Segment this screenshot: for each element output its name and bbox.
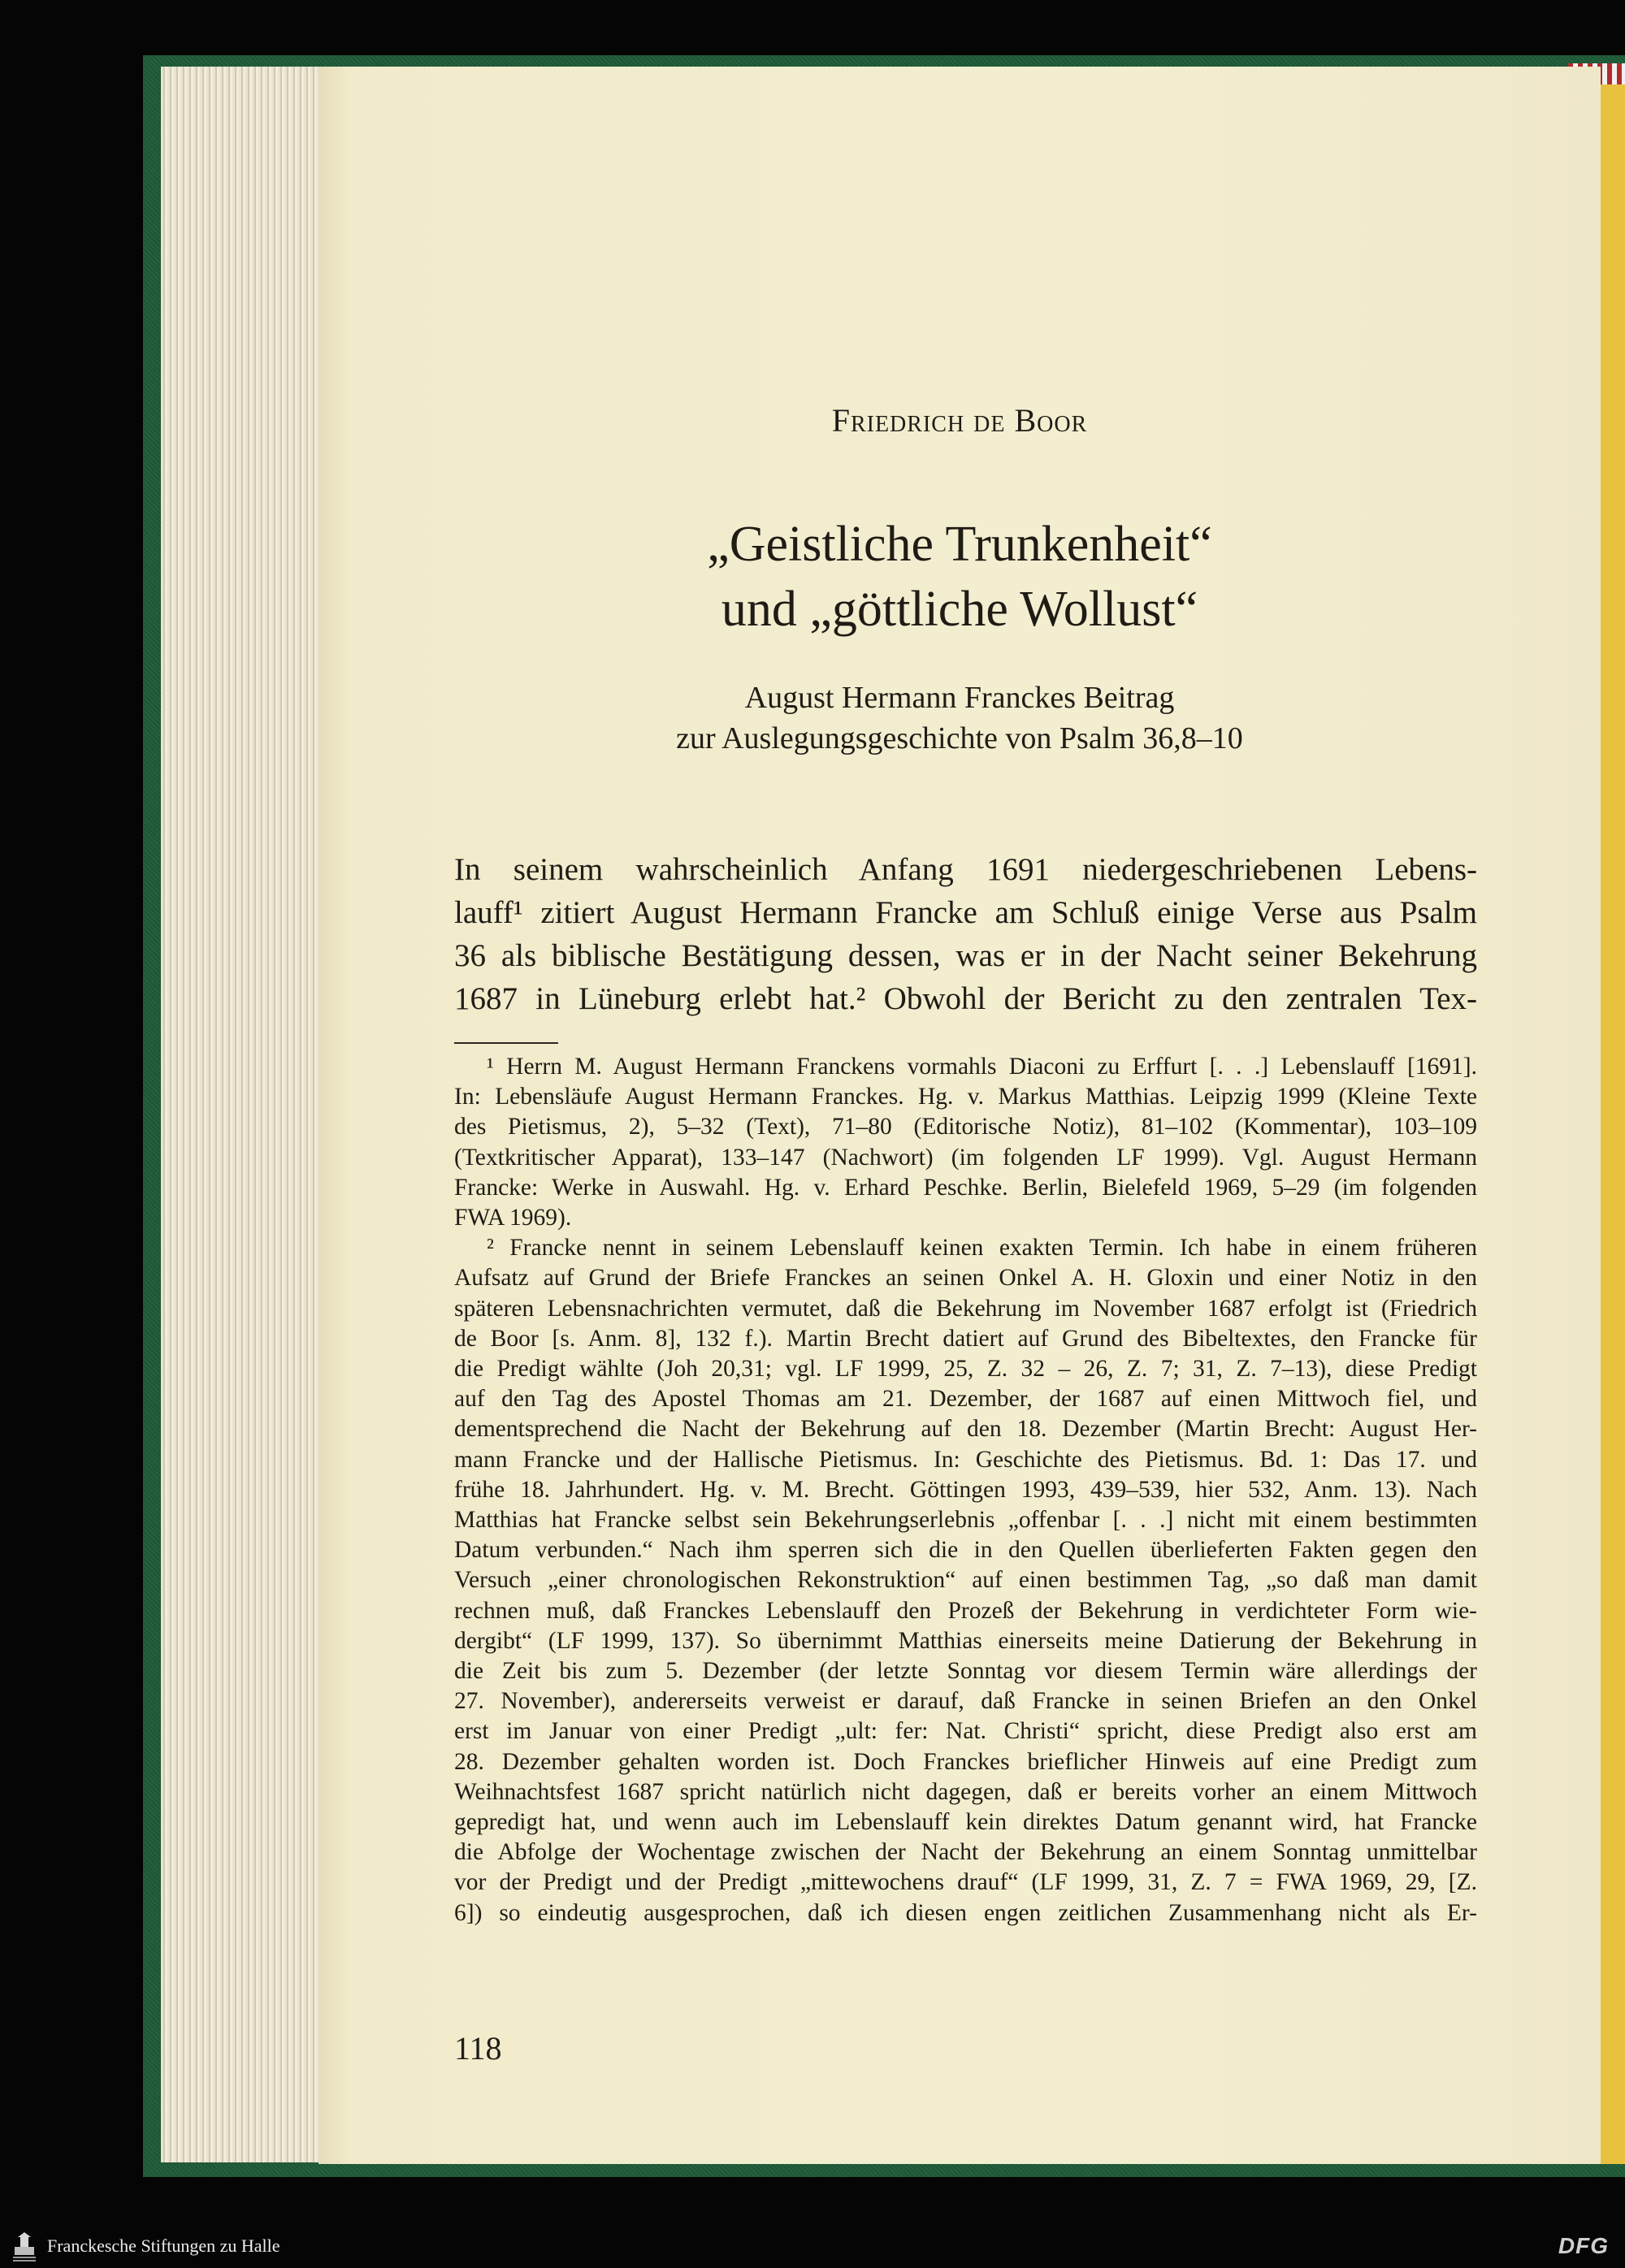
footnote-line: ¹ Herrn M. August Hermann Franckens vormahls Diaconi zu Erffurt [. . .] Lebenslauff [1691].: [487, 1054, 1477, 1080]
page-edges: [161, 67, 322, 2162]
footnote-line: rechnen muß, daß Franckes Lebenslauff den Prozeß der Bekehrung in verdichteter Form wie-: [454, 1597, 1477, 1624]
institution-name: Franckesche Stiftungen zu Halle: [47, 2236, 280, 2256]
footnote-rule: [454, 1042, 558, 1044]
footnote-line: Weihnachtsfest 1687 spricht natürlich nicht dagegen, daß er bereits vorher an einem Mittwoch: [454, 1778, 1477, 1805]
institution-logo-icon: [11, 2232, 37, 2263]
footnotes: [454, 1052, 1477, 1928]
footnote-line: die Predigt wählte (Joh 20,31; vgl. LF 1999, 25, Z. 32 – 26, Z. 7; 31, Z. 7–13), diese Predigt: [454, 1356, 1477, 1383]
footnote-line: 27. November), andererseits verweist er darauf, daß Francke in seinen Briefen an den Onkel: [454, 1688, 1477, 1715]
footnote-line: dementsprechend die Nacht der Bekehrung auf den 18. Dezember (Martin Brecht: August Her-: [454, 1416, 1477, 1443]
title-line-1: „Geistliche Trunkenheit“: [707, 517, 1212, 572]
footnote-line: die Abfolge der Wochentage zwischen der Nacht der Bekehrung an einem Sonntag unmittelbar: [454, 1839, 1477, 1866]
subtitle-line-2: zur Auslegungsgeschichte von Psalm 36,8–10: [676, 721, 1243, 755]
body-line: 36 als biblische Bestätigung dessen, was er in der Nacht seiner Bekehrung: [454, 938, 1477, 973]
dfg-logo: DFG: [1558, 2233, 1609, 2258]
footnote-line: Datum verbunden.“ Nach ihm sperren sich die in den Quellen überlieferten Fakten gegen den: [454, 1537, 1477, 1564]
article-title: [318, 512, 1601, 642]
footnote-line: des Pietismus, 2), 5–32 (Text), 71–80 (Editorische Notiz), 81–102 (Kommentar), 103–109: [454, 1114, 1477, 1140]
footnote-line: de Boor [s. Anm. 8], 132 f.). Martin Brecht datiert auf Grund des Bibeltextes, den Francke für: [454, 1325, 1477, 1352]
footnote-line: 6]) so eindeutig ausgesprochen, daß ich diesen engen zeitlichen Zusammenhang nicht als Er-: [454, 1899, 1477, 1926]
body-line: lauff¹ zitiert August Hermann Francke am Schluß einige Verse aus Psalm: [454, 895, 1477, 930]
next-pages-edge: [1601, 67, 1625, 2164]
footnote-line: In: Lebensläufe August Hermann Franckes. Hg. v. Markus Matthias. Leipzig 1999 (Kleine Texte: [454, 1084, 1477, 1110]
footnote-line: Francke: Werke in Auswahl. Hg. v. Erhard Peschke. Berlin, Bielefeld 1969, 5–29 (im folgenden: [454, 1174, 1477, 1201]
footnote-line: auf den Tag des Apostel Thomas am 21. Dezember, der 1687 auf einen Mittwoch fiel, und: [454, 1386, 1477, 1413]
body-paragraph: [454, 848, 1477, 1020]
footnote-line: frühe 18. Jahrhundert. Hg. v. M. Brecht. Göttingen 1993, 439–539, hier 532, Anm. 13). Nach: [454, 1476, 1477, 1503]
footnote-line: dergibt“ (LF 1999, 137). So übernimmt Matthias einerseits meine Datierung der Bekehrung in: [454, 1627, 1477, 1654]
body-line: 1687 in Lüneburg erlebt hat.² Obwohl der Bericht zu den zentralen Tex-: [454, 981, 1477, 1016]
footnote-line: erst im Januar von einer Predigt „ult: fer: Nat. Christi“ spricht, diese Predigt also erst am: [454, 1718, 1477, 1745]
footnote-line: ² Francke nennt in seinem Lebenslauff keinen exakten Termin. Ich habe in einem früheren: [487, 1235, 1477, 1262]
footnote-line: mann Francke und der Hallische Pietismus. In: Geschichte des Pietismus. Bd. 1: Das 17. und: [454, 1446, 1477, 1473]
footnote-line: 28. Dezember gehalten worden ist. Doch Franckes brieflicher Hinweis auf eine Predigt zum: [454, 1748, 1477, 1775]
page-number: 118: [454, 2030, 502, 2067]
body-line: In seinem wahrscheinlich Anfang 1691 niedergeschriebenen Lebens-: [454, 852, 1477, 887]
footnote-line: vor der Predigt und der Predigt „mittewochens drauf“ (LF 1999, 31, Z. 7 = FWA 1969, 29, [Z.: [454, 1869, 1477, 1896]
footnote-line: (Textkritischer Apparat), 133–147 (Nachwort) (im folgenden LF 1999). Vgl. August Hermann: [454, 1144, 1477, 1171]
subtitle-line-1: August Hermann Franckes Beitrag: [744, 681, 1175, 715]
footnote-line: späteren Lebensnachrichten vermutet, daß die Bekehrung im November 1687 erfolgt ist (Friedrich: [454, 1295, 1477, 1322]
footnote-line: die Zeit bis zum 5. Dezember (der letzte Sonntag vor diesem Termin wäre allerdings der: [454, 1658, 1477, 1685]
title-line-2: und „göttliche Wollust“: [721, 582, 1198, 637]
footnote-line: Matthias hat Francke selbst sein Bekehrungserlebnis „offenbar [. . .] nicht mit einem bestimmten: [454, 1507, 1477, 1534]
footnote-line: FWA 1969).: [454, 1205, 572, 1231]
footnote-line: Versuch „einer chronologischen Rekonstruktion“ auf einen bestimmen Tag, „so daß man damit: [454, 1567, 1477, 1594]
footnote-line: Aufsatz auf Grund der Briefe Franckes an seinen Onkel A. H. Gloxin und einer Notiz in den: [454, 1265, 1477, 1292]
book-page: [318, 67, 1601, 2164]
article-subtitle: [318, 677, 1601, 759]
article-author: Friedrich de Boor: [831, 402, 1088, 439]
footnote-line: gepredigt hat, und wenn auch im Lebenslauff kein direktes Datum genannt wird, hat Francke: [454, 1809, 1477, 1836]
